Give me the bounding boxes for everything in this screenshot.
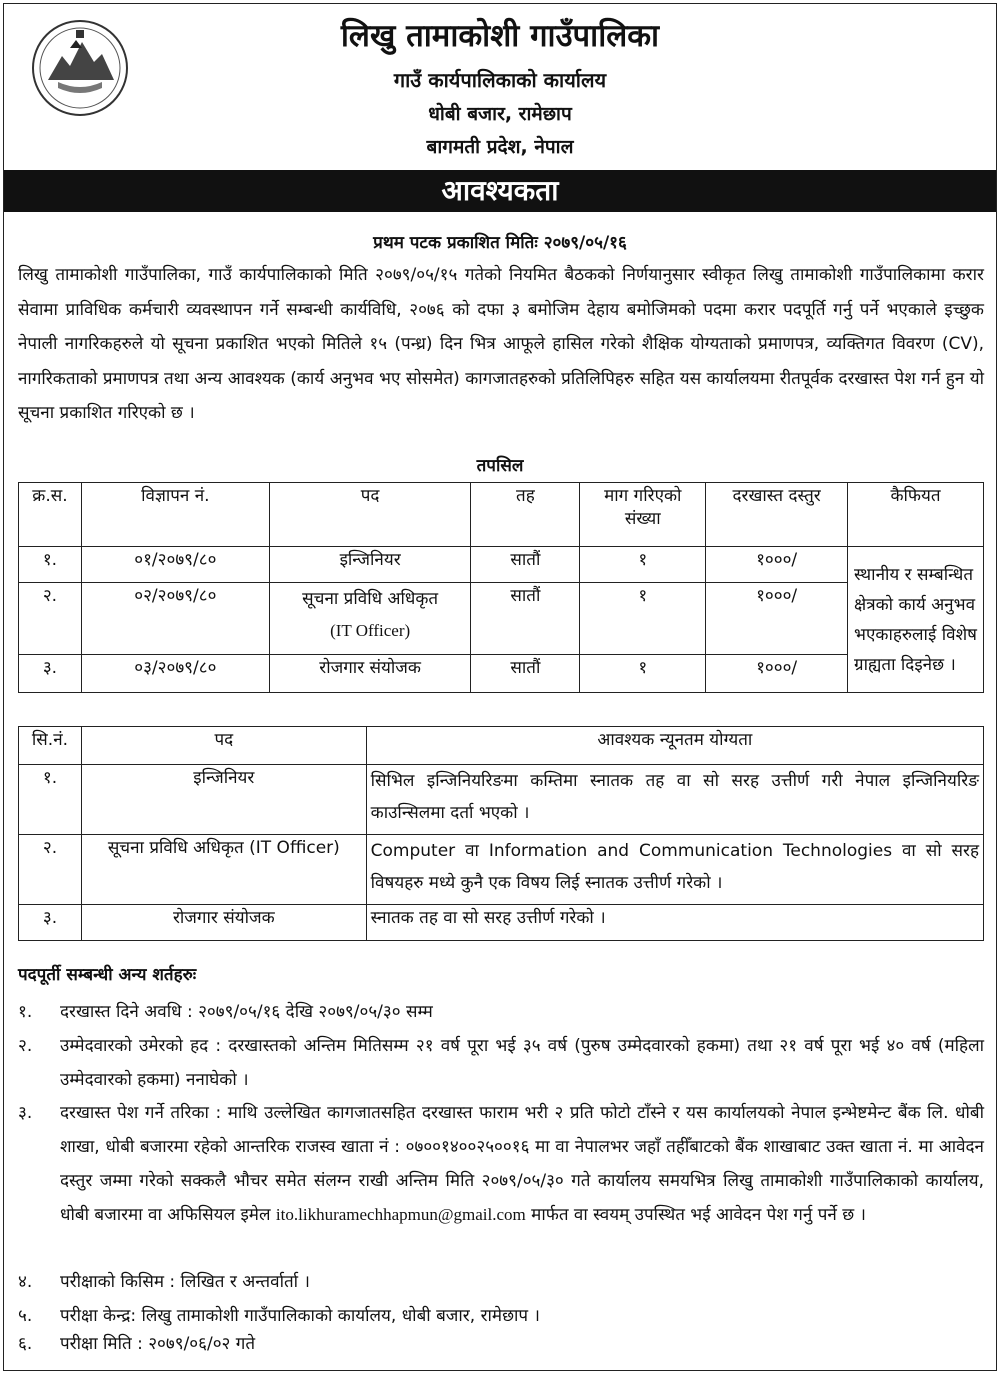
row-post: रोजगार संयोजक (81, 905, 366, 941)
row-sn: २. (19, 583, 82, 655)
remarks-cell: स्थानीय र सम्बन्धित क्षेत्रको कार्य अनुभव भएकाहरुलाई विशेष ग्राह्यता दिइनेछ । (848, 547, 984, 693)
condition-item (18, 1096, 984, 1232)
row-count: १ (580, 655, 706, 693)
col-sn: सि.नं. (19, 727, 82, 765)
row-sn: ३. (19, 655, 82, 693)
row-post (269, 583, 471, 655)
condition-text-main: दरखास्त पेश गर्ने तरिका : माथि उल्लेखित कागजातसहित दरखास्त फाराम भरी २ प्रति फोटो टाँस्ने र यस कार्यालयको नेपाल इन्भेष्टमेन्ट बैंक लि. धोबी शाखा, धोबी बजारमा रहेको आन्तरिक राजस्व खाता नं : ०७००१४००२५००१६ मा वा नेपालभर जहाँ तहीँबाटको बैंक शाखाबाट उक्त खाता नं. मा आवेदन दस्तुर जम्मा गरेको सक्कलै भौचर समेत संलग्न राखी अन्तिम मिति २०७९/०५/३० गते कार्यालय समयभित्र लिखु तामाकोशी गाउँपालिकाको कार्यालय, धोबी बजारमा वा अफिसियल इमेल (60, 1103, 984, 1225)
condition-item (18, 1327, 984, 1361)
row-count: १ (580, 547, 706, 583)
condition-number: ३. (18, 1103, 33, 1123)
email-address[interactable]: ito.likhuramechhapmun@gmail.com (275, 1205, 526, 1224)
address-line-2: बागमती प्रदेश, नेपाल (426, 136, 574, 158)
org-name: लिखु तामाकोशी गाउँपालिका (340, 18, 660, 54)
table-row (19, 547, 984, 583)
row-fee: १०००/ (706, 547, 848, 583)
col-fee: दरखास्त दस्तुर (706, 483, 848, 547)
col-remarks: कैफियत (848, 483, 984, 547)
condition-text: परीक्षा केन्द्र: लिखु तामाकोशी गाउँपालिकाको कार्यालय, धोबी बजार, रामेछाप । (60, 1306, 540, 1326)
table-row (19, 905, 984, 941)
condition-number: ४. (18, 1272, 33, 1292)
table-row (19, 835, 984, 905)
published-date: प्रथम पटक प्रकाशित मितिः २०७९/०५/१६ (373, 233, 627, 253)
col-post: पद (81, 727, 366, 765)
intro-paragraph: लिखु तामाकोशी गाउँपालिका, गाउँ कार्यपालिकाको मिति २०७९/०५/१५ गतेको नियमित बैठकको निर्णयानुसार स्वीकृत लिखु तामाकोशी गाउँपालिकामा करार सेवामा प्राविधिक कर्मचारी व्यवस्थापन गर्ने सम्बन्धी कार्यविधि, २०७६ को दफा ३ बमोजिम देहाय बमोजिमको पदमा करार पदपूर्ति गर्नु पर्ने भएकाले इच्छुक नेपाली नागरिकहरुले यो सूचना प्रकाशित भएको मितिले १५ (पन्ध्र) दिन भित्र आफूले हासिल गरेको शैक्षिक योग्यताको प्रमाणपत्र, व्यक्तिगत विवरण (CV), नागरिकताको प्रमाणपत्र तथा अन्य आवश्यक (कार्य अनुभव भए सोसमेत) कागजातहरुको प्रतिलिपिहरु सहित यस कार्यालयमा रीतपूर्वक दरखास्त पेश गर्न हुन यो सूचना प्रकाशित गरिएको छ । (18, 265, 984, 423)
row-post: इन्जिनियर (81, 765, 366, 835)
row-level: सातौं (471, 583, 580, 655)
row-level: सातौं (471, 655, 580, 693)
condition-text: परीक्षाको किसिम : लिखित र अन्तर्वार्ता । (60, 1272, 310, 1292)
post-name-en: (IT Officer) (330, 621, 411, 640)
row-adv: ०२/२०७९/८० (81, 583, 269, 655)
condition-item (18, 995, 984, 1029)
table-row (19, 583, 984, 655)
row-post: रोजगार संयोजक (269, 655, 471, 693)
condition-number: २. (18, 1036, 33, 1056)
condition-item (18, 1029, 984, 1097)
row-sn: १. (19, 765, 82, 835)
row-post: सूचना प्रविधि अधिकृत (IT Officer) (81, 835, 366, 905)
row-sn: ३. (19, 905, 82, 941)
row-fee: १०००/ (706, 583, 848, 655)
condition-text: परीक्षा मिति : २०७९/०६/०२ गते (60, 1334, 256, 1354)
address-line-1: धोबी बजार, रामेछाप (428, 103, 572, 125)
conditions-title: पदपूर्ती सम्बन्धी अन्य शर्तहरुः (18, 965, 197, 985)
row-adv: ०१/२०७९/८० (81, 547, 269, 583)
table-header-row (19, 727, 984, 765)
col-adv-no: विज्ञापन नं. (81, 483, 269, 547)
condition-text: दरखास्त दिने अवधि : २०७९/०५/१६ देखि २०७९/०५/३० सम्म (60, 1002, 433, 1022)
col-post: पद (269, 483, 471, 547)
row-qualification: Computer वा Information and Communication Technologies वा सो सरह विषयहरु मध्ये कुनै एक विषय लिई स्नातक उत्तीर्ण गरेको । (366, 835, 983, 905)
row-level: सातौं (471, 547, 580, 583)
row-adv: ०३/२०७९/८० (81, 655, 269, 693)
col-qualification: आवश्यक न्यूनतम योग्यता (366, 727, 983, 765)
details-label: तपसिल (476, 456, 524, 476)
row-post: इन्जिनियर (269, 547, 471, 583)
table-row (19, 655, 984, 693)
col-sn: क्र.स. (19, 483, 82, 547)
condition-text: उम्मेदवारको उमेरको हद : दरखास्तको अन्तिम मितिसम्म २१ वर्ष पूरा भई ३५ वर्ष (पुरुष उम्मेदवारको हकमा) तथा २१ वर्ष पूरा भई ४० वर्ष (महिला उम्मेदवारको हकमा) ननाघेको । (60, 1036, 984, 1090)
office-name: गाउँ कार्यपालिकाको कार्यालय (393, 68, 607, 92)
row-fee: १०००/ (706, 655, 848, 693)
table-header-row (19, 483, 984, 547)
row-sn: २. (19, 835, 82, 905)
col-level: तह (471, 483, 580, 547)
col-count: माग गरिएको संख्या (580, 483, 706, 547)
condition-number: ५. (18, 1306, 33, 1326)
notice-banner: आवश्यकता (4, 170, 996, 212)
qualification-table (18, 726, 984, 941)
condition-item (18, 1265, 984, 1299)
table-row (19, 765, 984, 835)
vacancy-table (18, 482, 984, 693)
condition-number: ६. (18, 1334, 33, 1354)
row-qualification: स्नातक तह वा सो सरह उत्तीर्ण गरेको । (366, 905, 983, 941)
row-sn: १. (19, 547, 82, 583)
condition-text-after: मार्फत वा स्वयम् उपस्थित भई आवेदन पेश गर्नु पर्ने छ । (531, 1205, 866, 1225)
condition-text (60, 1096, 984, 1232)
row-count: १ (580, 583, 706, 655)
condition-number: १. (18, 1002, 33, 1022)
post-name: सूचना प्रविधि अधिकृत (302, 589, 439, 609)
row-qualification: सिभिल इन्जिनियरिङमा कम्तिमा स्नातक तह वा सो सरह उत्तीर्ण गरी नेपाल इन्जिनियरिङ काउन्सिलमा दर्ता भएको । (366, 765, 983, 835)
